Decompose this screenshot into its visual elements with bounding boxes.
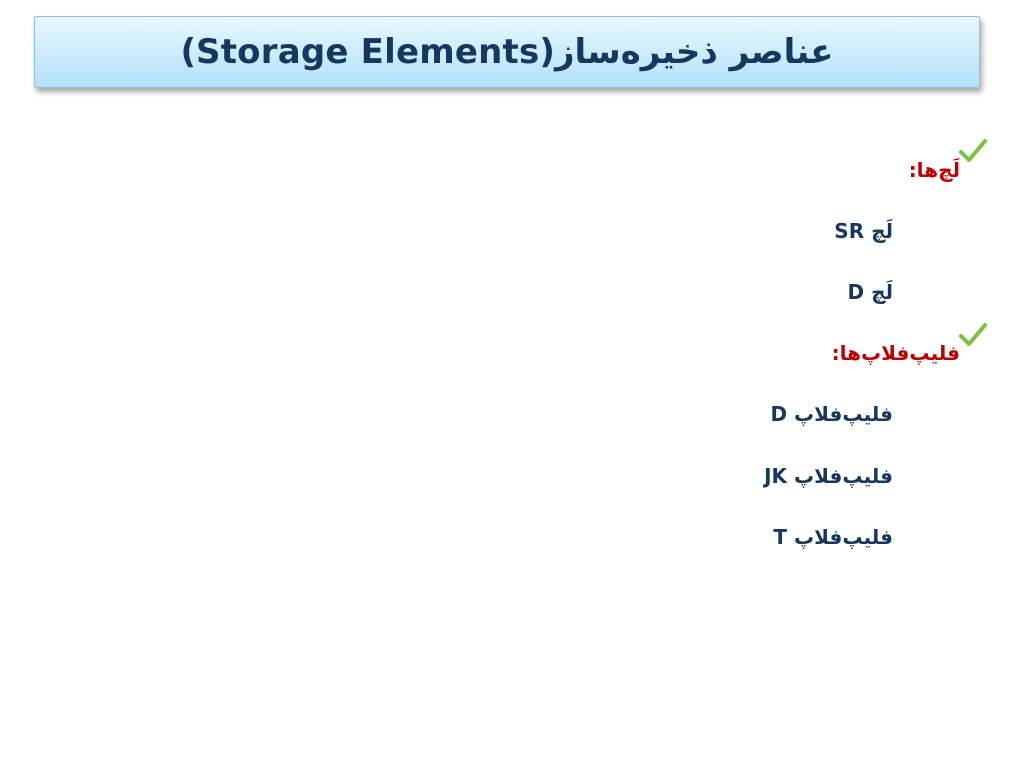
list-item-sr-latch: لَچ SR — [834, 219, 893, 243]
checkmark-icon — [958, 138, 988, 164]
slide-title: عناصر ذخیره‌ساز(Storage Elements) — [180, 32, 834, 72]
list-item-jk-flipflop: فلیپ‌فلاپ JK — [764, 464, 893, 488]
bullet-heading-flipflops: فلیپ‌فلاپ‌ها: — [831, 341, 960, 365]
list-item-d-latch: لَچ D — [847, 280, 893, 304]
checkmark-icon — [958, 322, 988, 348]
list-item-d-flipflop: فلیپ‌فلاپ D — [770, 402, 893, 426]
bullet-heading-latches: لَچ‌ها: — [908, 158, 960, 182]
list-item-t-flipflop: فلیپ‌فلاپ T — [773, 525, 893, 549]
